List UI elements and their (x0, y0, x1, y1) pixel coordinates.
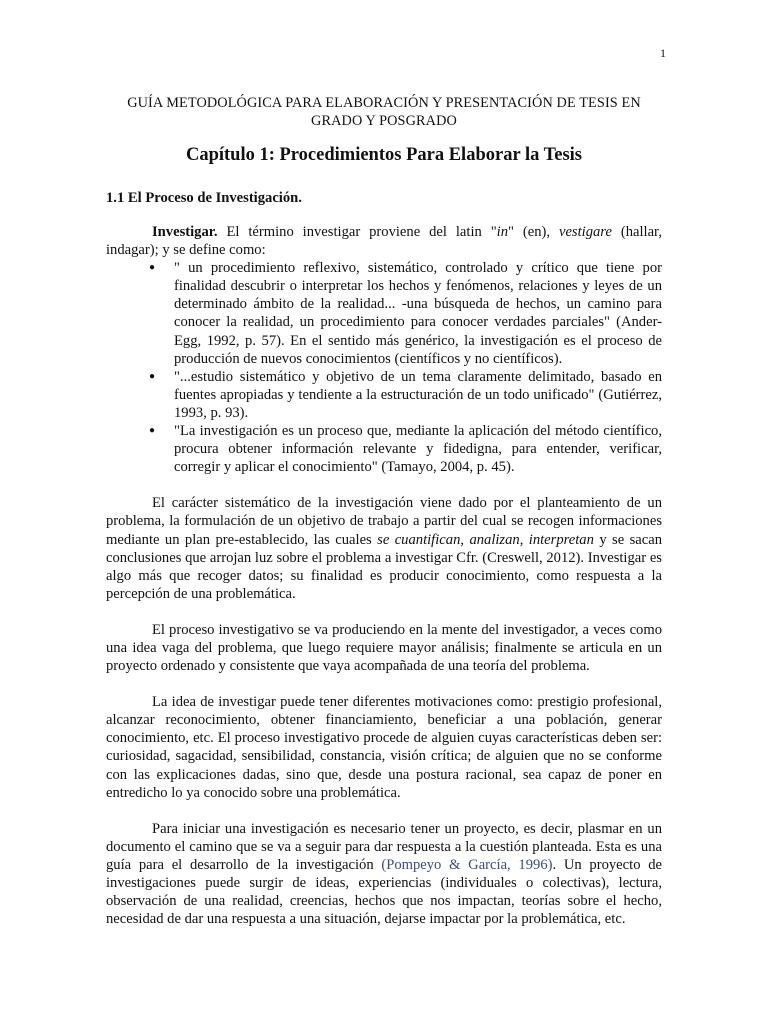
intro-paragraph: Investigar. El término investigar proviene del latin "in" (en), vestigare (hallar, indagar); y se define como: (106, 224, 662, 259)
paragraph: La idea de investigar puede tener diferentes motivaciones como: prestigio profesional, alcanzar reconocimiento, obtener financiamiento, beneficiar a una población, generar conocimiento, etc. El proceso investigativo procede de alguien cuyas características deben ser: curiosidad, sagacidad, sensibilidad, constancia, visión crítica; de alguien que no se conforme con las explicaciones dadas, sino que, desde una postura racional, sea capaz de poner en entredicho lo ya conocido sobre una problemática. (106, 694, 662, 801)
citation-link[interactable]: (Pompeyo & García, 1996) (381, 856, 553, 873)
term-investigar: Investigar. (152, 224, 218, 240)
document-header (106, 94, 662, 130)
header-line-2: GRADO Y POSGRADO (311, 113, 457, 129)
page-number: 1 (660, 46, 666, 60)
chapter-title: Capítulo 1: Procedimientos Para Elaborar la Tesis (185, 145, 583, 165)
paragraph: Para iniciar una investigación es necesario tener un proyecto, es decir, plasmar en un documento el camino que se va a seguir para dar respuesta a la cuestión planteada. Esta es una guía para el desarrollo de la investigación (Pompeyo & García, 1996). Un proyecto de investigaciones puede surgir de ideas, experiencias (individuales o colectivas), lectura, observación de una realidad, creencias, hechos que nos impactan, teorías sobre el hecho, necesidad de dar una respuesta a una situación, dejarse impactar por la problemática, etc. (106, 820, 662, 928)
bullet-icon: ● (149, 262, 156, 274)
list-item: ● "...estudio sistemático y objetivo de un tema claramente delimitado, basado en fuentes apropiadas y tendiente a la estructuración de un todo unificado" (Gutiérrez, 1993, p. 93). (149, 368, 662, 421)
definition-list (106, 259, 662, 476)
paragraph: El proceso investigativo se va produciendo en la mente del investigador, a veces como una idea vaga del problema, que luego requiere mayor análisis; finalmente se articula en un proyecto ordenado y consistente que vaya acompañada de una teoría del problema. (106, 621, 662, 675)
list-item: ● " un procedimiento reflexivo, sistemático, controlado y crítico que tiene por finalidad descubrir o interpretar los hechos y fenómenos, relaciones y leyes de un determinado ámbito de la realidad... -una búsqueda de hechos, un camino para conocer la realidad, un procedimiento para conocer verdades parciales" (Ander-Egg, 1992, p. 57). En el sentido más genérico, la investigación es el proceso de producción de nuevos conocimientos (científicos y no científicos). (149, 260, 662, 367)
header-line-1: GUÍA METODOLÓGICA PARA ELABORACIÓN Y PRESENTACIÓN DE TESIS EN (127, 95, 641, 111)
paragraph: El carácter sistemático de la investigación viene dado por el planteamiento de un problema, la formulación de un objetivo de trabajo a partir del cual se recogen informaciones mediante un plan pre-establecido, las cuales se cuantifican, analizan, interpretan y se sacan conclusiones que arrojan luz sobre el problema a investigar Cfr. (Creswell, 2012). Investigar es algo más que recoger datos; su finalidad es producir conocimiento, como respuesta a la percepción de una problemática. (106, 495, 663, 602)
document-body (106, 223, 662, 946)
section-title: 1.1 El Proceso de Investigación. (106, 190, 302, 206)
bullet-icon: ● (149, 370, 156, 382)
bullet-icon: ● (149, 425, 156, 437)
list-item: ● "La investigación es un proceso que, mediante la aplicación del método científico, procura obtener información relevante y fidedigna, para entender, verificar, corregir y aplicar el conocimiento" (Tamayo, 2004, p. 45). (149, 423, 662, 476)
